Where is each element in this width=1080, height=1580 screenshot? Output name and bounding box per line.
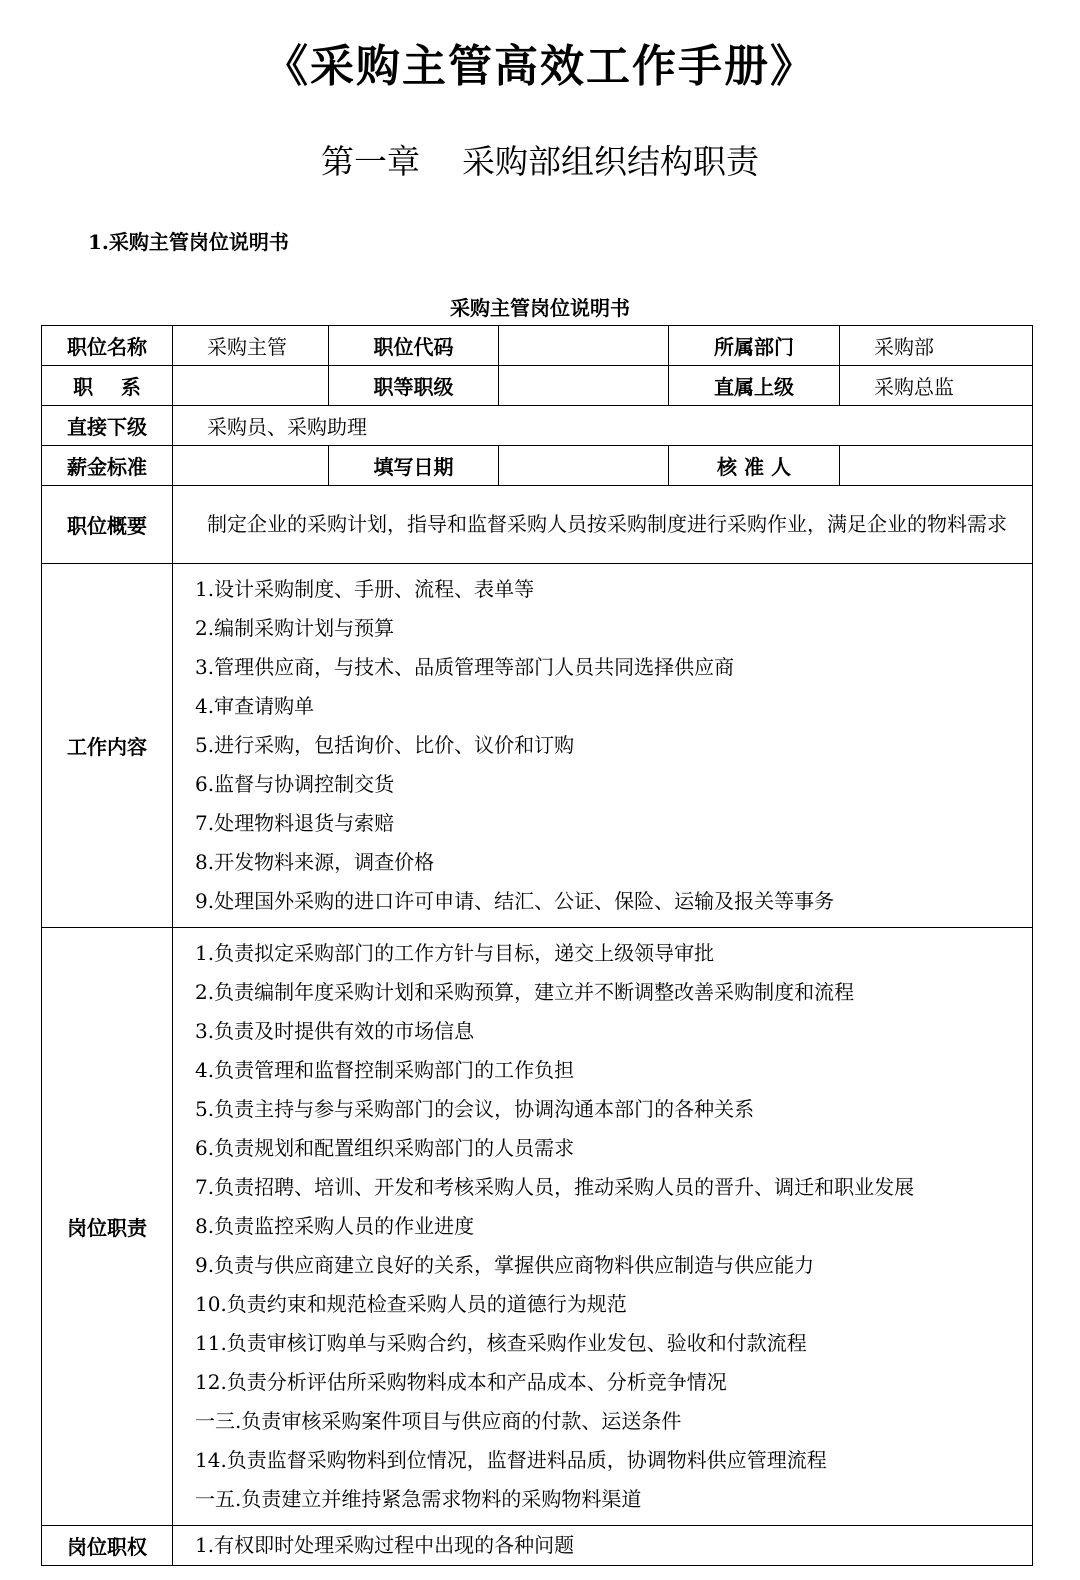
job-description-table xyxy=(41,325,1033,1566)
salary-label: 薪金标准 xyxy=(42,446,173,486)
list-item: 2.负责编制年度采购计划和采购预算，建立并不断调整改善采购制度和流程 xyxy=(195,980,855,1004)
list-item: 3.管理供应商，与技术、品质管理等部门人员共同选择供应商 xyxy=(195,655,735,679)
position-name-value: 采购主管 xyxy=(173,326,329,366)
job-family-value xyxy=(173,366,329,406)
subordinates-label: 直接下级 xyxy=(42,406,173,446)
subordinates-value: 采购员、采购助理 xyxy=(173,406,1033,446)
approver-value xyxy=(840,446,1033,486)
list-item: 9.处理国外采购的进口许可申请、结汇、公证、保险、运输及报关等事务 xyxy=(195,889,835,913)
job-family-label: 职 系 xyxy=(42,366,173,406)
table-row xyxy=(42,1526,1033,1566)
list-item: 4.审查请购单 xyxy=(195,694,315,718)
position-name-label: 职位名称 xyxy=(42,326,173,366)
approver-label: 核 准 人 xyxy=(669,446,840,486)
list-item: 14.负责监督采购物料到位情况，监督进料品质，协调物料供应管理流程 xyxy=(195,1448,827,1472)
list-item: 9.负责与供应商建立良好的关系，掌握供应商物料供应制造与供应能力 xyxy=(195,1253,815,1277)
list-item: 7.处理物料退货与索赔 xyxy=(195,811,395,835)
list-item: 6.负责规划和配置组织采购部门的人员需求 xyxy=(195,1136,575,1160)
fill-date-value xyxy=(499,446,669,486)
salary-value xyxy=(173,446,329,486)
table-row xyxy=(42,486,1033,564)
list-item: 一三.负责审核采购案件项目与供应商的付款、运送条件 xyxy=(195,1409,682,1433)
grade-label: 职等职级 xyxy=(329,366,499,406)
table-caption: 采购主管岗位说明书 xyxy=(450,296,630,320)
table-row xyxy=(42,446,1033,486)
list-item: 8.负责监控采购人员的作业进度 xyxy=(195,1214,475,1238)
list-item: 6.监督与协调控制交货 xyxy=(195,772,395,796)
position-code-label: 职位代码 xyxy=(329,326,499,366)
list-item: 10.负责约束和规范检查采购人员的道德行为规范 xyxy=(195,1292,627,1316)
authority-label: 岗位职权 xyxy=(42,1526,173,1566)
table-row xyxy=(42,366,1033,406)
list-item: 1.设计采购制度、手册、流程、表单等 xyxy=(195,577,535,601)
list-item: 12.负责分析评估所采购物料成本和产品成本、分析竞争情况 xyxy=(195,1370,727,1394)
section-heading: 1.采购主管岗位说明书 xyxy=(88,230,289,254)
list-item: 8.开发物料来源，调查价格 xyxy=(195,850,435,874)
summary-text: 制定企业的采购计划，指导和监督采购人员按采购制度进行采购作业，满足企业的物料需求 xyxy=(173,486,1033,564)
list-item: 5.进行采购，包括询价、比价、议价和订购 xyxy=(195,733,575,757)
superior-value: 采购总监 xyxy=(840,366,1033,406)
list-item: 3.负责及时提供有效的市场信息 xyxy=(195,1019,475,1043)
fill-date-label: 填写日期 xyxy=(329,446,499,486)
authority-list xyxy=(173,1526,1033,1566)
list-item: 5.负责主持与参与采购部门的会议，协调沟通本部门的各种关系 xyxy=(195,1097,755,1121)
superior-label: 直属上级 xyxy=(669,366,840,406)
list-item: 一五.负责建立并维持紧急需求物料的采购物料渠道 xyxy=(195,1487,642,1511)
grade-value xyxy=(499,366,669,406)
chapter-heading: 第一章 采购部组织结构职责 xyxy=(321,142,759,181)
document-title: 《采购主管高效工作手册》 xyxy=(264,41,816,92)
list-item: 2.编制采购计划与预算 xyxy=(195,616,395,640)
list-item: 1.有权即时处理采购过程中出现的各种问题 xyxy=(195,1533,575,1557)
table-row xyxy=(42,564,1033,928)
department-label: 所属部门 xyxy=(669,326,840,366)
table-row xyxy=(42,406,1033,446)
position-code-value xyxy=(499,326,669,366)
department-value: 采购部 xyxy=(840,326,1033,366)
summary-label: 职位概要 xyxy=(42,486,173,564)
list-item: 4.负责管理和监督控制采购部门的工作负担 xyxy=(195,1058,575,1082)
list-item: 11.负责审核订购单与采购合约，核查采购作业发包、验收和付款流程 xyxy=(195,1331,807,1355)
list-item: 1.负责拟定采购部门的工作方针与目标，递交上级领导审批 xyxy=(195,941,715,965)
table-row xyxy=(42,326,1033,366)
work-content-list xyxy=(173,564,1033,928)
duties-list xyxy=(173,928,1033,1526)
work-content-label: 工作内容 xyxy=(42,564,173,928)
list-item: 7.负责招聘、培训、开发和考核采购人员，推动采购人员的晋升、调迁和职业发展 xyxy=(195,1175,915,1199)
duties-label: 岗位职责 xyxy=(42,928,173,1526)
table-row xyxy=(42,928,1033,1526)
